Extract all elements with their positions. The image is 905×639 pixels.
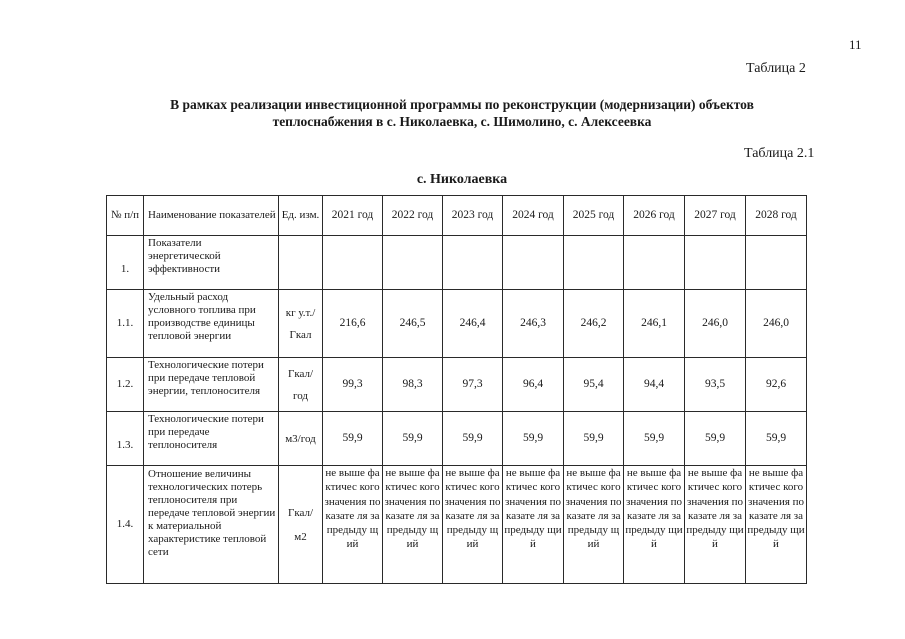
header-year: 2025 год bbox=[564, 196, 624, 236]
row-unit bbox=[279, 236, 323, 290]
row-name: Удельный расход условного топлива при производстве единицы тепловой энергии bbox=[144, 290, 279, 358]
row-num: 1.2. bbox=[107, 358, 144, 412]
indicators-table bbox=[106, 195, 807, 584]
row-value bbox=[685, 236, 746, 290]
row-num: 1.1. bbox=[107, 290, 144, 358]
row-value: 246,5 bbox=[383, 290, 443, 358]
row-unit bbox=[279, 290, 323, 358]
table-row bbox=[107, 466, 807, 584]
table-label-2: Таблица 2 bbox=[746, 61, 806, 76]
row-name: Технологические потери при передаче тепловой энергии, теплоносителя bbox=[144, 358, 279, 412]
header-num: № п/п bbox=[107, 196, 144, 236]
row-num: 1.4. bbox=[107, 466, 144, 584]
row-name: Технологические потери при передаче теплоносителя bbox=[144, 412, 279, 466]
row-value: 216,6 bbox=[323, 290, 383, 358]
row-unit bbox=[279, 358, 323, 412]
table-row bbox=[107, 358, 807, 412]
row-unit bbox=[279, 466, 323, 584]
row-unit-line: Гкал/ bbox=[287, 367, 314, 380]
row-value: 95,4 bbox=[564, 358, 624, 412]
table-row bbox=[107, 412, 807, 466]
row-unit bbox=[279, 412, 323, 466]
header-year: 2026 год bbox=[624, 196, 685, 236]
table-label-2-1: Таблица 2.1 bbox=[744, 146, 815, 161]
row-value bbox=[564, 236, 624, 290]
header-year: 2027 год bbox=[685, 196, 746, 236]
row-value: 59,9 bbox=[685, 412, 746, 466]
header-year: 2024 год bbox=[503, 196, 564, 236]
row-num: 1.3. bbox=[107, 412, 144, 466]
row-value bbox=[443, 236, 503, 290]
row-value: не выше фактичес кого значения показате ля за предыду щий bbox=[323, 466, 383, 584]
row-value: 59,9 bbox=[323, 412, 383, 466]
village-heading: с. Николаевка bbox=[416, 172, 508, 187]
row-value: не выше фактичес кого значения показате ля за предыду щий bbox=[746, 466, 807, 584]
row-value: 59,9 bbox=[443, 412, 503, 466]
row-value: 246,4 bbox=[443, 290, 503, 358]
row-value: не выше фактичес кого значения показате ля за предыду щий bbox=[383, 466, 443, 584]
row-value: 92,6 bbox=[746, 358, 807, 412]
row-value: не выше фактичес кого значения показате ля за предыду щий bbox=[503, 466, 564, 584]
row-value: 98,3 bbox=[383, 358, 443, 412]
row-unit-line: м3/год bbox=[285, 432, 316, 445]
row-value: не выше фактичес кого значения показате ля за предыду щий bbox=[624, 466, 685, 584]
main-heading bbox=[100, 96, 824, 130]
row-value bbox=[624, 236, 685, 290]
row-value: 246,1 bbox=[624, 290, 685, 358]
header-year: 2028 год bbox=[746, 196, 807, 236]
row-value: 59,9 bbox=[383, 412, 443, 466]
row-unit-line: м2 bbox=[294, 530, 307, 543]
row-value: не выше фактичес кого значения показате ля за предыду щий bbox=[443, 466, 503, 584]
row-value: 97,3 bbox=[443, 358, 503, 412]
row-value: 59,9 bbox=[746, 412, 807, 466]
row-unit-line: год bbox=[292, 389, 309, 402]
main-heading-line-2: теплоснабжения в с. Николаевка, с. Шимолино, с. Алексеевка bbox=[272, 114, 652, 129]
row-value: не выше фактичес кого значения показате ля за предыду щий bbox=[685, 466, 746, 584]
row-value bbox=[323, 236, 383, 290]
row-name: Отношение величины технологических потерь теплоносителя при передаче тепловой энергии к материальной характеристике тепловой сети bbox=[144, 466, 279, 584]
row-name: Показатели энергетической эффективности bbox=[144, 236, 279, 290]
header-unit: Ед. изм. bbox=[279, 196, 323, 236]
row-value: 96,4 bbox=[503, 358, 564, 412]
header-year: 2022 год bbox=[383, 196, 443, 236]
table-header-row bbox=[107, 196, 807, 236]
row-value bbox=[503, 236, 564, 290]
page-number: 11 bbox=[849, 37, 862, 52]
row-unit-line: Гкал bbox=[289, 328, 312, 341]
row-value: 246,0 bbox=[685, 290, 746, 358]
header-name: Наименование показателей bbox=[144, 196, 279, 236]
table-row bbox=[107, 236, 807, 290]
row-value: не выше фактичес кого значения показате ля за предыду щий bbox=[564, 466, 624, 584]
row-value: 246,2 bbox=[564, 290, 624, 358]
row-unit-line: Гкал/ bbox=[287, 506, 314, 519]
row-value bbox=[383, 236, 443, 290]
main-heading-line-1: В рамках реализации инвестиционной программы по реконструкции (модернизации) объектов bbox=[170, 97, 754, 112]
row-num: 1. bbox=[107, 236, 144, 290]
header-year: 2021 год bbox=[323, 196, 383, 236]
row-value: 99,3 bbox=[323, 358, 383, 412]
row-value bbox=[746, 236, 807, 290]
row-value: 59,9 bbox=[624, 412, 685, 466]
row-value: 246,3 bbox=[503, 290, 564, 358]
header-year: 2023 год bbox=[443, 196, 503, 236]
table-row bbox=[107, 290, 807, 358]
row-unit-line: кг у.т./ bbox=[285, 306, 316, 319]
row-value: 59,9 bbox=[503, 412, 564, 466]
row-value: 59,9 bbox=[564, 412, 624, 466]
row-value: 246,0 bbox=[746, 290, 807, 358]
row-value: 93,5 bbox=[685, 358, 746, 412]
row-value: 94,4 bbox=[624, 358, 685, 412]
